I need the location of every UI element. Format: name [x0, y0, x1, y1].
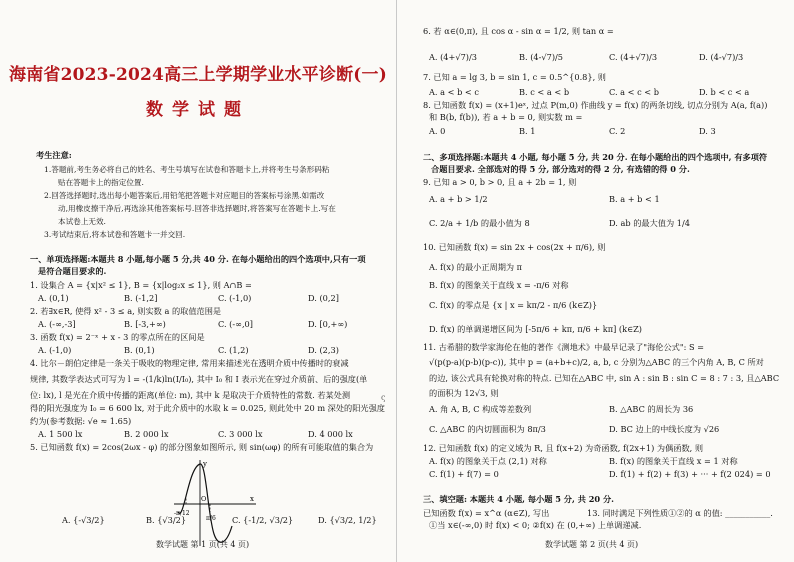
question-8-line: 8. 已知函数 f(x) = (x+1)eˣ, 过点 P(m,0) 作曲线 y = f(x) 的两条切线, 切点分别为 A(a, f(a))	[423, 100, 768, 110]
q10-option-a: A. f(x) 的最小正周期为 π	[429, 262, 523, 272]
q9-option-a: A. a + b > 1/2	[429, 194, 488, 204]
q7-option-c: C. a < c < b	[609, 87, 660, 97]
q3-option-d: D. (2,3)	[308, 345, 339, 355]
notice-line: 动,用橡皮擦干净后,再选涂其他答案标号.回答非选择题时,将答案写在答题卡上.写在	[58, 204, 336, 213]
edge-mark: ς	[381, 393, 386, 402]
question-11-line: 11. 古希腊的数学家海伦在他的著作《测地术》中最早记录了"海伦公式": S =	[423, 342, 705, 352]
y-label: y	[203, 460, 207, 468]
section-2-heading-cont: 合题目要求. 全部选对的得 5 分, 部分选对的得 2 分, 有选错的得 0 分.	[431, 164, 690, 174]
q11-option-d: D. BC 边上的中线长度为 √26	[609, 424, 720, 434]
q10-option-d: D. f(x) 的单调递增区间为 [-5π/6 + kπ, π/6 + kπ] (k∈Z)	[429, 324, 643, 334]
q9-option-c: C. 2/a + 1/b 的最小值为 8	[429, 218, 530, 228]
q9-option-d: D. ab 的最大值为 1/4	[609, 218, 690, 228]
question-13-prefix: 已知函数 f(x) = x^α (α∈Z), 写出	[423, 508, 550, 518]
notice-line: 3.考试结束后,将本试卷和答题卡一并交回.	[44, 230, 186, 239]
x-label: x	[250, 495, 254, 503]
notice-line: 贴在答题卡上的指定位置.	[58, 178, 144, 187]
q6-option-a: A. (4+√7)/3	[429, 52, 477, 62]
q4-option-b: B. 2 000 lx	[124, 429, 169, 439]
q5-option-c: C. {-1/2, √3/2}	[232, 515, 294, 525]
q3-option-a: A. (-1,0)	[38, 345, 72, 355]
q3-option-c: C. (1,2)	[218, 345, 249, 355]
question-2: 2. 若∃x∈R, 使得 x² - 3 ≤ a, 则实数 a 的取值范围是	[30, 306, 222, 316]
q4-option-a: A. 1 500 lx	[38, 429, 83, 439]
notice-line: 2.回答选择题时,选出每小题答案后,用铅笔把答题卡对应题目的答案标号涂黑.如需改	[44, 191, 325, 200]
q6-option-d: D. (4-√7)/3	[699, 52, 744, 62]
q1-option-d: D. (0,2]	[308, 293, 339, 303]
q3-option-b: B. (0,1)	[124, 345, 155, 355]
q11-option-c: C. △ABC 的内切圆面积为 8π/3	[429, 424, 546, 434]
cosine-graph	[170, 456, 260, 548]
page-footer: 数学试题 第 1 页(共 4 页)	[156, 540, 250, 549]
q10-option-b: B. f(x) 的图象关于直线 x = -π/6 对称	[429, 280, 569, 290]
q8-option-b: B. 1	[519, 126, 536, 136]
question-8-line: 和 B(b, f(b)), 若 a + b = 0, 则实数 m =	[429, 112, 583, 122]
q1-option-a: A. (0,1)	[38, 293, 69, 303]
q12-option-a: A. f(x) 的图象关于点 (2,1) 对称	[429, 456, 547, 466]
q12-option-d: D. f(1) + f(2) + f(3) + ··· + f(2 024) = 0	[609, 469, 771, 479]
notice-line: 本试卷上无效.	[58, 217, 106, 226]
q5-option-a: A. {-√3/2}	[62, 515, 105, 525]
page-2	[397, 0, 794, 562]
question-4-line: 得的阳光强度为 I₀ = 6 600 lx, 对于此介质中的水取 k = 0.025, 则此处中 20 m 深处的阳光强度	[30, 403, 385, 413]
question-6: 6. 若 α∈(0,π), 且 cos α - sin α = 1/2, 则 tan α =	[423, 26, 614, 36]
question-11-line: 的边, 该公式具有轮换对称的特点. 已知在△ABC 中, sin A : sin B : sin C = 8 : 7 : 3, 且△ABC	[429, 373, 780, 383]
q11-option-b: B. △ABC 的周长为 36	[609, 404, 694, 414]
q2-option-c: C. (-∞,0]	[218, 319, 253, 329]
q9-option-b: B. a + b < 1	[609, 194, 660, 204]
exam-title: 海南省2023-2024高三上学期学业水平诊断(一)	[9, 65, 387, 85]
q12-option-b: B. f(x) 的图象关于直线 x = 1 对称	[609, 456, 738, 466]
section-1-heading: 一、单项选择题:本题共 8 小题,每小题 5 分,共 40 分. 在每小题给出的四个选项中,只有一项	[30, 254, 366, 264]
question-13-line: ①当 x∈(-∞,0) 时 f(x) < 0; ②f(x) 在 (0,+∞) 上单调递减.	[429, 520, 642, 530]
q4-option-d: D. 4 000 lx	[308, 429, 353, 439]
origin-label: O	[201, 495, 207, 503]
q8-option-c: C. 2	[609, 126, 626, 136]
q12-option-c: C. f(1) + f(7) = 0	[429, 469, 499, 479]
page-footer: 数学试题 第 2 页(共 4 页)	[545, 540, 639, 549]
question-4-line: 规律, 其数学表达式可写为 l = -(1/k)ln(I/I₀), 其中 I₀ 和 I 表示光在穿过介质前、后的强度(单	[30, 374, 368, 384]
q8-option-d: D. 3	[699, 126, 716, 136]
q5-option-b: B. {√3/2}	[146, 515, 187, 525]
section-2-heading: 二、多项选择题:本题共 4 小题, 每小题 5 分, 共 20 分. 在每小题给出的四个选项中, 有多项符	[423, 152, 768, 162]
q6-option-c: C. (4+√7)/3	[609, 52, 658, 62]
question-3: 3. 函数 f(x) = 2⁻ˣ + x - 3 的零点所在的区间是	[30, 332, 205, 342]
question-12: 12. 已知函数 f(x) 的定义域为 R, 且 f(x+2) 为奇函数, f(2x+1) 为偶函数, 则	[423, 443, 704, 453]
question-4-line: 约为(参考数据: √e ≈ 1.65)	[30, 416, 132, 426]
question-9: 9. 已知 a > 0, b > 0, 且 a + 2b = 1, 则	[423, 177, 577, 187]
tick-label-pi-6: π/6	[206, 515, 216, 522]
section-3-heading: 三、填空题: 本题共 4 小题, 每小题 5 分, 共 20 分.	[423, 494, 615, 504]
question-11-line: √(p(p-a)(p-b)(p-c)), 其中 p = (a+b+c)/2, a, b, c 分别为△ABC 的三个内角 A, B, C 所对	[429, 357, 764, 367]
question-5: 5. 已知函数 f(x) = 2cos(2ωx - φ) 的部分图象如图所示, 则 sin(ωφ) 的所有可能取值的集合为	[30, 442, 374, 452]
tick-label-neg-pi-12: -π/12	[174, 510, 190, 517]
notice-heading: 考生注意:	[36, 150, 72, 160]
question-4-line: 4. 比尔－朗伯定律是一条关于吸收的物理定律, 常用来描述光在透明介质中传播时的衰减	[30, 358, 349, 368]
q1-option-c: C. (-1,0)	[218, 293, 252, 303]
q10-option-c: C. f(x) 的零点是 {x | x = kπ/2 - π/6 (k∈Z)}	[429, 300, 598, 310]
notice-line: 1.答题前,考生务必将自己的姓名、考生号填写在试卷和答题卡上,并将考生号条形码粘	[44, 165, 330, 174]
question-7: 7. 已知 a = lg 3, b = sin 1, c = 0.5^{0.8}, 则	[423, 72, 606, 82]
q8-option-a: A. 0	[429, 126, 446, 136]
q4-option-c: C. 3 000 lx	[218, 429, 263, 439]
q11-option-a: A. 角 A, B, C 构成等差数列	[429, 404, 532, 414]
question-13-line: 13. 同时满足下列性质①②的 α 的值: ___________.	[587, 508, 773, 518]
q1-option-b: B. (-1,2]	[124, 293, 158, 303]
q5-option-d: D. {√3/2, 1/2}	[318, 515, 377, 525]
q2-option-d: D. [0,+∞)	[308, 319, 348, 329]
question-11-line: 的面积为 12√3, 则	[429, 388, 499, 398]
q6-option-b: B. (4-√7)/5	[519, 52, 563, 62]
q2-option-a: A. (-∞,-3]	[38, 319, 76, 329]
subject-title: 数学试题	[146, 100, 250, 120]
q7-option-a: A. a < b < c	[429, 87, 479, 97]
section-1-heading-cont: 是符合题目要求的.	[38, 266, 107, 276]
question-4-line: 位: lx), l 是光在介质中传播的距离(单位: m), 其中 k 是取决于介质特性的常数. 若某处测	[30, 390, 351, 400]
q7-option-b: B. c < a < b	[519, 87, 570, 97]
q2-option-b: B. [-3,+∞)	[124, 319, 166, 329]
q7-option-d: D. b < c < a	[699, 87, 750, 97]
question-1: 1. 设集合 A = {x|x² ≤ 1}, B = {x|log₂x ≤ 1}, 则 A∩B =	[30, 280, 252, 290]
question-10: 10. 已知函数 f(x) = sin 2x + cos(2x + π/6), 则	[423, 242, 606, 252]
